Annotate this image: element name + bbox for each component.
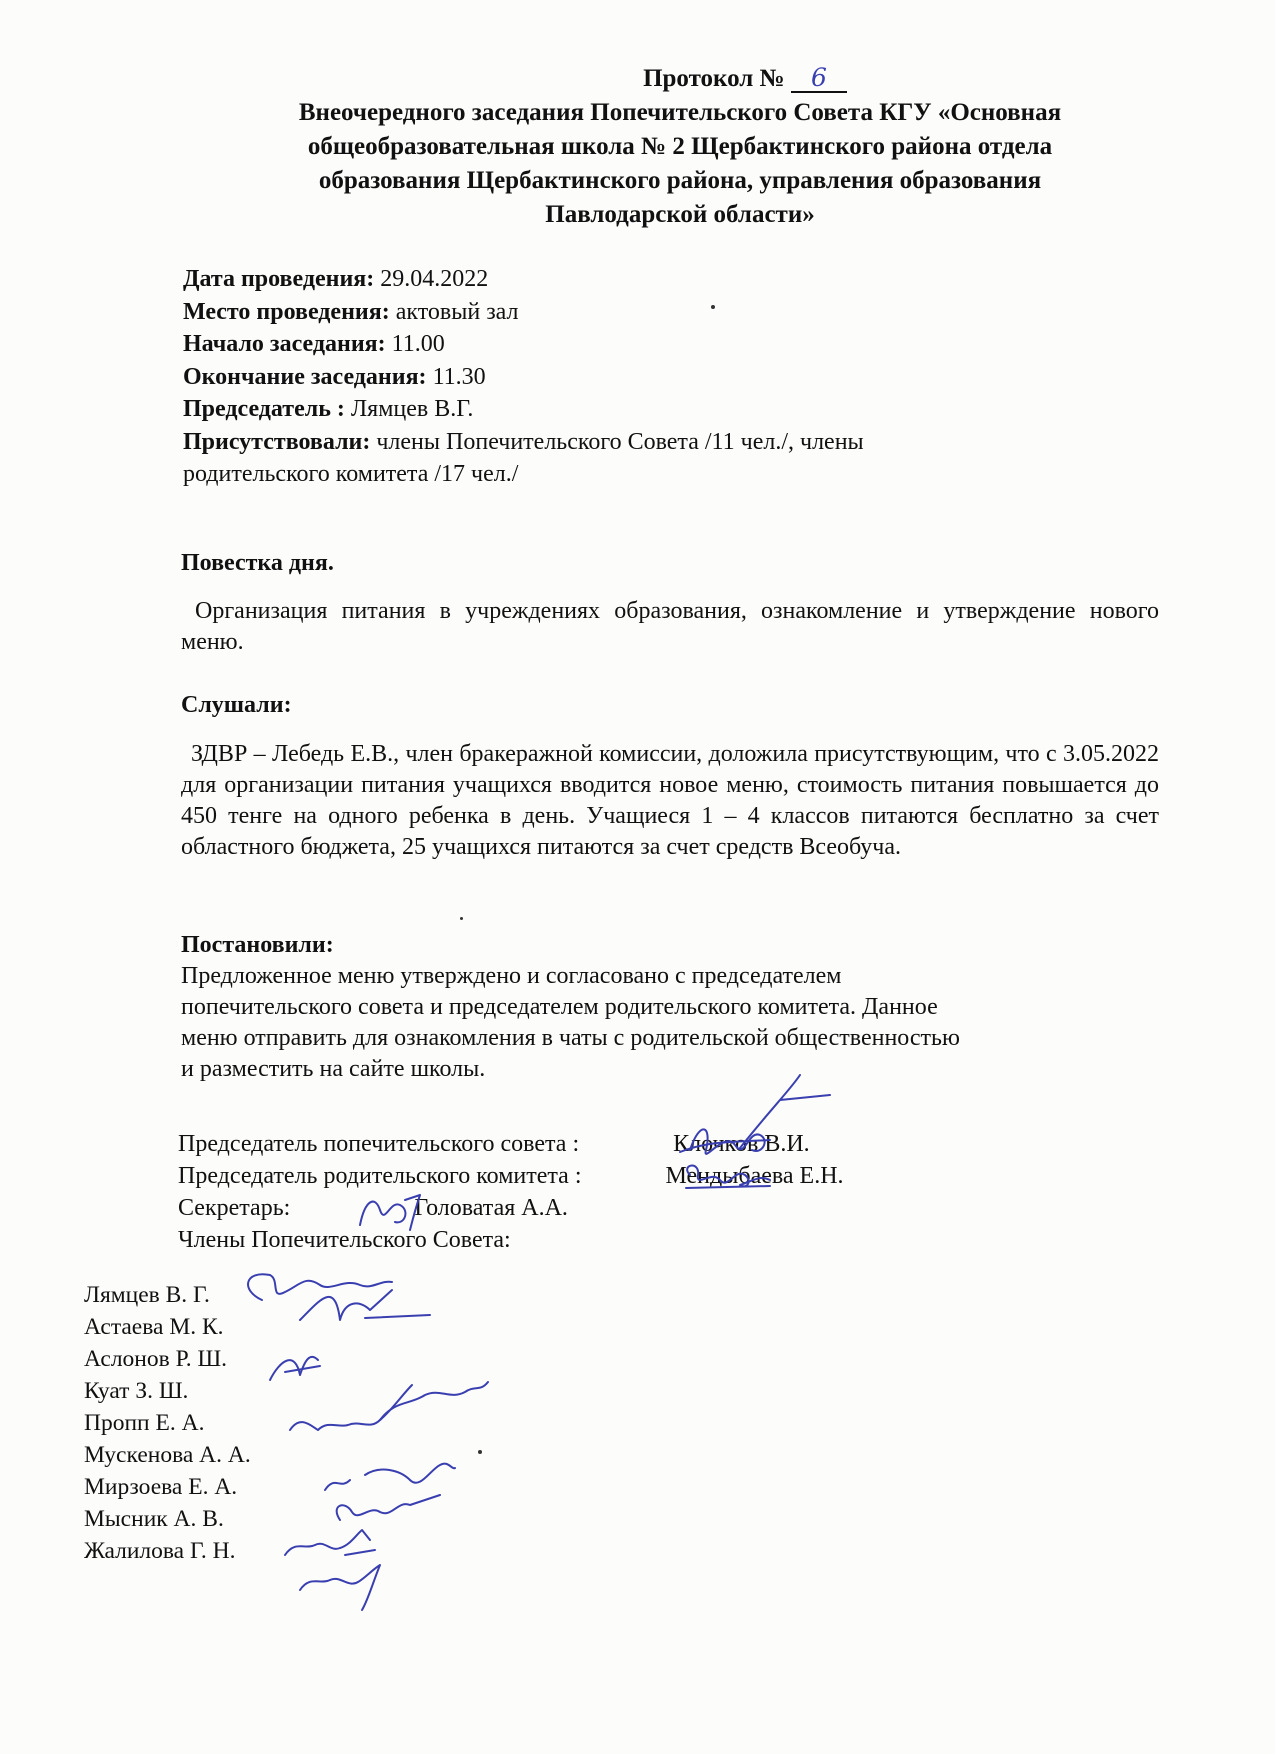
signature-board-chair: Председатель попечительского совета : Клочков В.И. xyxy=(178,1131,810,1157)
protocol-label: Протокол № xyxy=(643,65,785,92)
agenda-heading: Повестка дня. xyxy=(181,550,334,576)
paper-speck xyxy=(460,917,463,920)
member-name: Лямцев В. Г. xyxy=(84,1282,210,1308)
resolved-line: меню отправить для ознакомления в чаты с родительской общественностью xyxy=(181,1025,960,1051)
member-name: Астаева М. К. xyxy=(84,1314,224,1340)
member-name: Мускенова А. А. xyxy=(84,1442,251,1468)
member-name: Мысник А. В. xyxy=(84,1506,224,1532)
signature-scribble xyxy=(337,1495,440,1520)
signature-secretary: Секретарь: Головатая А.А. xyxy=(178,1195,568,1221)
resolved-section xyxy=(181,930,1159,1085)
signature-parent-chair: Председатель родительского комитета : Мендыбаева Е.Н. xyxy=(178,1163,844,1189)
title-line: Павлодарской области» xyxy=(545,201,815,228)
member-name: Аслонов Р. Ш. xyxy=(84,1346,228,1372)
protocol-title xyxy=(200,62,1160,96)
heard-heading: Слушали: xyxy=(181,692,292,718)
signatures-block xyxy=(178,1128,844,1256)
meeting-end: Окончание заседания: 11.30 xyxy=(183,363,486,390)
resolved-line: и разместить на сайте школы. xyxy=(181,1056,486,1082)
agenda-section xyxy=(181,548,1159,658)
meeting-chair: Председатель : Лямцев В.Г. xyxy=(183,396,474,422)
meeting-details xyxy=(183,263,1083,491)
meeting-attendees: Присутствовали: члены Попечительского Совета /11 чел./, члены xyxy=(183,428,864,455)
signature-scribble xyxy=(290,1385,412,1430)
heard-text: ЗДВР – Лебедь Е.В., член бракеражной комиссии, доложила присутствующим, что с 3.05.2022 для организации питания учащихся вводится новое меню, стоимость питания повышается до 450 тенге на одного ребенка в день. Учащиеся 1 – 4 классов питаются бесплатно за счет областного бюджета, 25 учащихся питаются за счет средств Всеобуча. xyxy=(181,741,1159,860)
signature-scribble xyxy=(285,1530,375,1555)
signature-scribble xyxy=(325,1464,455,1490)
title-line: образования Щербактинского района, управления образования xyxy=(318,167,1042,194)
meeting-date: Дата проведения: 29.04.2022 xyxy=(183,266,489,292)
member-name: Жалилова Г. Н. xyxy=(84,1538,236,1564)
heard-section xyxy=(181,690,1159,863)
resolved-heading: Постановили: xyxy=(181,932,334,958)
resolved-line: попечительского совета и председателем родительского комитета. Данное xyxy=(181,994,938,1020)
meeting-attendees-cont: родительского комитета /17 чел./ xyxy=(183,461,519,487)
paper-speck xyxy=(478,1450,482,1454)
member-name: Пропп Е. А. xyxy=(84,1410,205,1436)
member-name: Куат З. Ш. xyxy=(84,1378,189,1404)
signature-scribble xyxy=(300,1290,430,1320)
member-name: Мирзоева Е. А. xyxy=(84,1474,238,1500)
agenda-text: Организация питания в учреждениях образования, ознакомление и утверждение нового меню. xyxy=(181,598,1159,655)
signature-scribble xyxy=(270,1357,320,1380)
signature-scribble xyxy=(300,1565,380,1610)
meeting-start: Начало заседания: 11.00 xyxy=(183,331,445,357)
protocol-header xyxy=(200,62,1160,232)
meeting-place: Место проведения: актовый зал xyxy=(183,298,519,325)
resolved-line: Предложенное меню утверждено и согласовано с председателем xyxy=(181,963,842,989)
members-list xyxy=(84,1279,251,1567)
title-line: Внеочередного заседания Попечительского Совета КГУ «Основная xyxy=(298,99,1062,126)
board-members-label: Члены Попечительского Совета: xyxy=(178,1227,511,1253)
paper-speck xyxy=(711,305,715,309)
protocol-number: 6 xyxy=(791,65,847,93)
signature-scribble xyxy=(248,1274,392,1300)
title-line: общеобразовательная школа № 2 Щербактинского района отдела xyxy=(307,133,1053,160)
signature-scribble xyxy=(380,1382,488,1420)
